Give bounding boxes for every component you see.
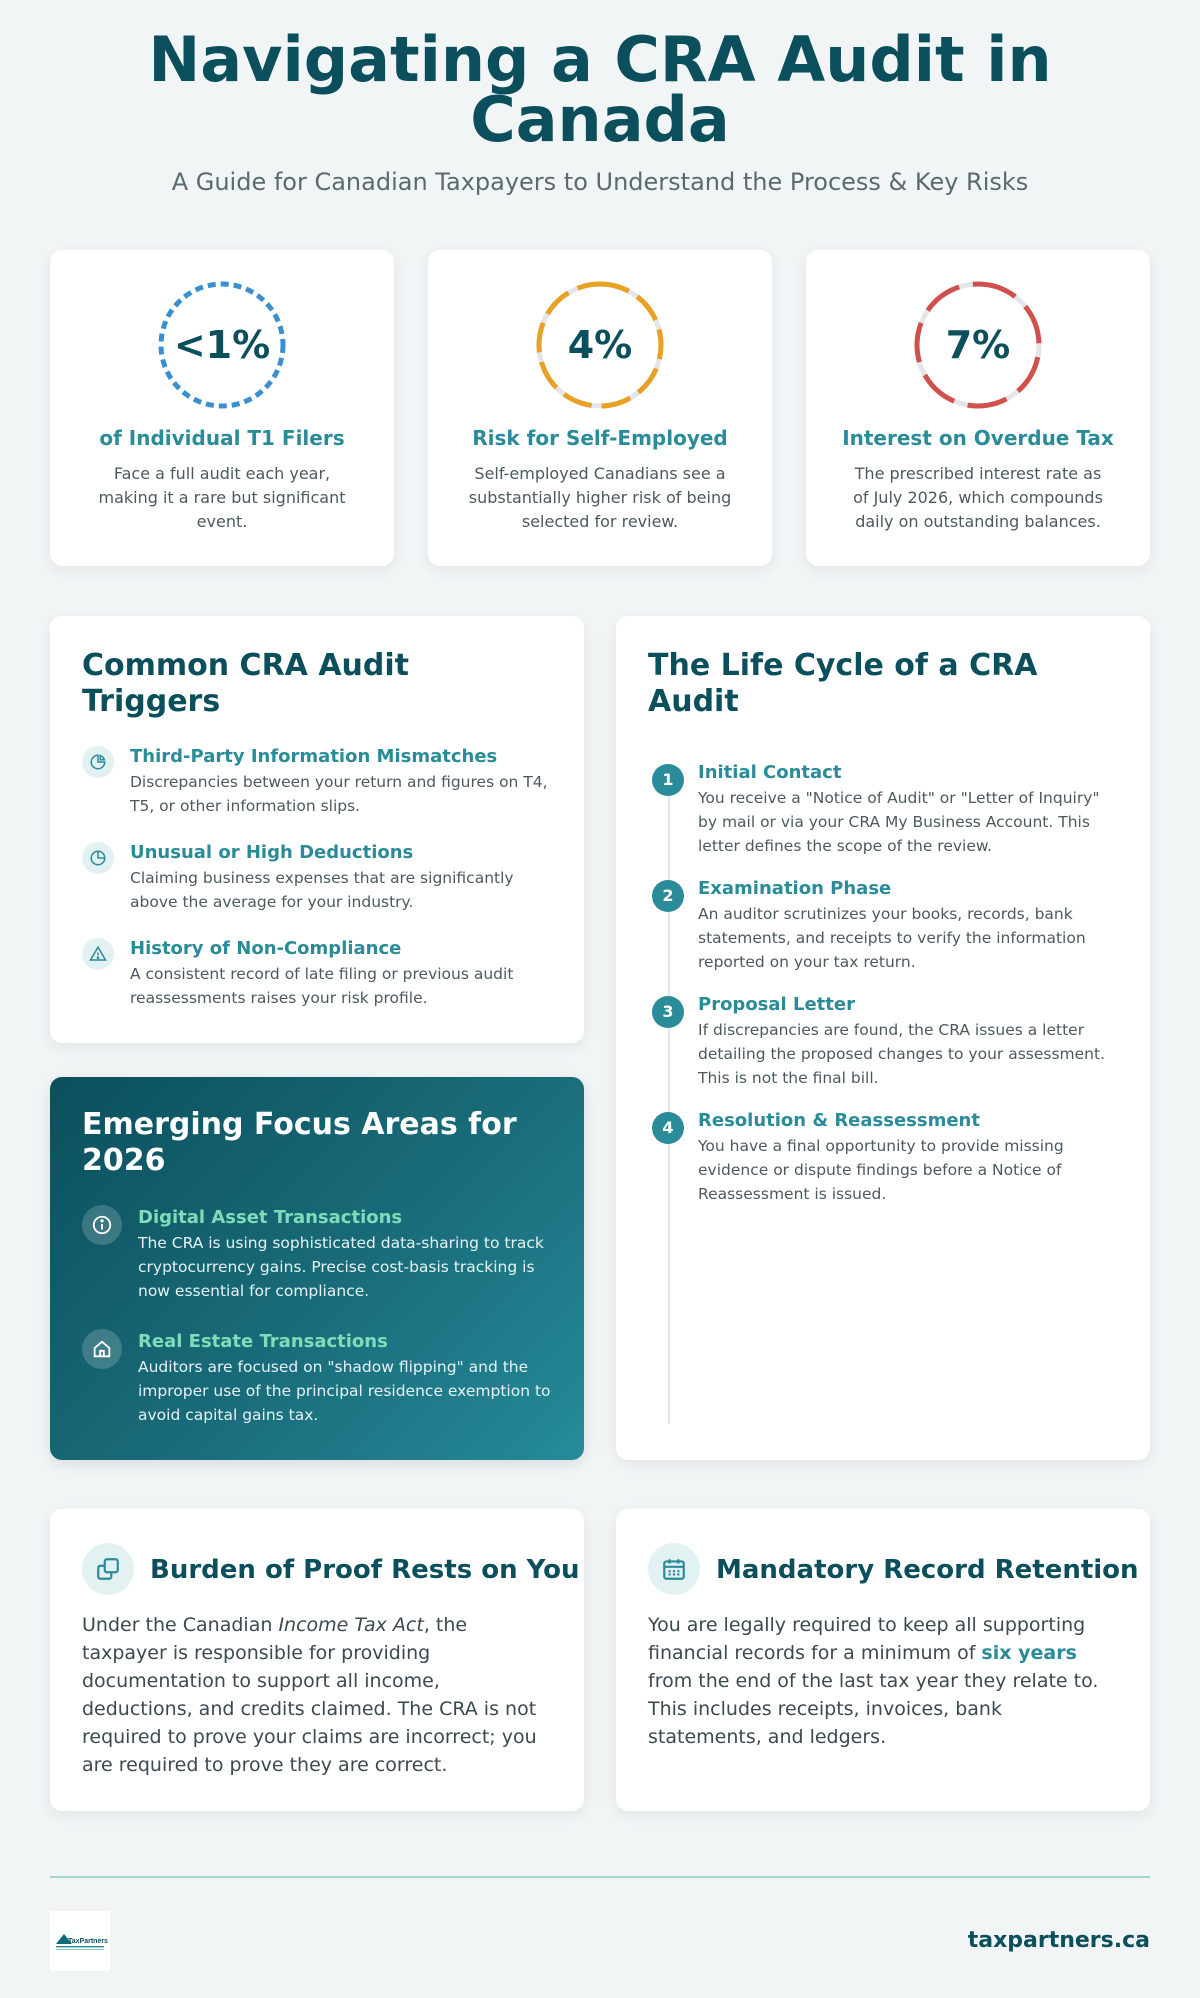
website-link[interactable]: taxpartners.ca bbox=[967, 1928, 1150, 1953]
info-icon bbox=[82, 1205, 122, 1245]
trigger-title: Third-Party Information Mismatches bbox=[130, 746, 498, 767]
stat-value: 4% bbox=[567, 323, 633, 367]
triggers-card bbox=[50, 616, 584, 1043]
stat-card-self-employed bbox=[428, 250, 772, 566]
step-title: Resolution & Reassessment bbox=[698, 1110, 980, 1131]
stat-value: 7% bbox=[945, 323, 1011, 367]
company-logo-mark bbox=[52, 1926, 108, 1956]
retention-body-text: You are legally required to keep all supporting financial records for a minimum of bbox=[648, 1614, 1086, 1664]
step-number: 3 bbox=[652, 996, 684, 1028]
logo-text: TaxPartners bbox=[68, 1938, 108, 1945]
step-description: An auditor scrutinizes your books, records, bank statements, and receipts to verify the information reported on your tax return. bbox=[698, 905, 1086, 971]
step-title: Initial Contact bbox=[698, 762, 842, 783]
page-subtitle: A Guide for Canadian Taxpayers to Understand the Process & Key Risks bbox=[171, 168, 1029, 196]
burden-body-text: , the taxpayer is responsible for providing documentation to support all income, deductions, and credits claimed. The CRA is not required to prove your claims are incorrect; you are required to prove they are correct. bbox=[82, 1614, 537, 1776]
focus-title: Digital Asset Transactions bbox=[138, 1207, 403, 1228]
trigger-title: History of Non-Compliance bbox=[130, 938, 402, 959]
stat-card-t1-filers bbox=[50, 250, 394, 566]
record-retention-card bbox=[616, 1509, 1150, 1811]
lifecycle-title: The Life Cycle of a CRA Audit bbox=[648, 648, 1038, 719]
stat-value: <1% bbox=[173, 323, 271, 367]
trigger-description: Claiming business expenses that are significantly above the average for your industry. bbox=[130, 869, 514, 911]
focus-title: Real Estate Transactions bbox=[138, 1331, 388, 1352]
footer-divider bbox=[50, 1876, 1150, 1878]
company-logo bbox=[50, 1911, 110, 1971]
step-title: Examination Phase bbox=[698, 878, 892, 899]
burden-body-text: Under the Canadian bbox=[82, 1614, 279, 1636]
step-description: If discrepancies are found, the CRA issues a letter detailing the proposed changes to your assessment. This is not the final bill. bbox=[698, 1021, 1105, 1087]
burden-of-proof-card bbox=[50, 1509, 584, 1811]
warning-icon bbox=[82, 938, 114, 970]
step-number: 4 bbox=[652, 1112, 684, 1144]
trigger-description: A consistent record of late filing or previous audit reassessments raises your risk profile. bbox=[130, 965, 514, 1007]
burden-body bbox=[82, 1611, 552, 1779]
page-title: Navigating a CRA Audit in Canada bbox=[148, 23, 1052, 156]
burden-act-name: Income Tax Act bbox=[278, 1614, 424, 1636]
stat-label: Interest on Overdue Tax bbox=[842, 426, 1114, 450]
step-title: Proposal Letter bbox=[698, 994, 855, 1015]
stat-label: of Individual T1 Filers bbox=[99, 426, 345, 450]
clock-chart-icon bbox=[82, 842, 114, 874]
pie-chart-icon bbox=[82, 746, 114, 778]
retention-body bbox=[648, 1611, 1118, 1751]
trigger-title: Unusual or High Deductions bbox=[130, 842, 414, 863]
emerging-title: Emerging Focus Areas for 2026 bbox=[82, 1107, 517, 1178]
stat-description: The prescribed interest rate as of July 2026, which compounds daily on outstanding balances. bbox=[853, 464, 1103, 531]
stat-label: Risk for Self-Employed bbox=[472, 426, 728, 450]
lifecycle-card bbox=[616, 616, 1150, 1460]
retention-title: Mandatory Record Retention bbox=[716, 1555, 1139, 1585]
step-number: 2 bbox=[652, 880, 684, 912]
calendar-icon bbox=[648, 1543, 700, 1595]
emerging-focus-card bbox=[50, 1077, 584, 1460]
stat-ring bbox=[157, 280, 287, 410]
retention-body-text: from the end of the last tax year they relate to. This includes receipts, invoices, bank statements, and ledgers. bbox=[648, 1670, 1099, 1748]
step-description: You receive a "Notice of Audit" or "Letter of Inquiry" by mail or via your CRA My Business Account. This letter defines the scope of the review. bbox=[698, 789, 1100, 855]
stat-card-interest bbox=[806, 250, 1150, 566]
focus-description: Auditors are focused on "shadow flipping" and the improper use of the principal residence exemption to avoid capital gains tax. bbox=[138, 1358, 551, 1424]
home-icon bbox=[82, 1329, 122, 1369]
triggers-title: Common CRA Audit Triggers bbox=[82, 648, 410, 719]
stat-ring bbox=[913, 280, 1043, 410]
copy-document-icon bbox=[82, 1543, 134, 1595]
step-description: You have a final opportunity to provide missing evidence or dispute findings before a Notice of Reassessment is issued. bbox=[698, 1137, 1064, 1203]
timeline-line bbox=[668, 764, 670, 1424]
trigger-description: Discrepancies between your return and figures on T4, T5, or other information slips. bbox=[130, 773, 548, 815]
retention-highlight: six years bbox=[981, 1642, 1077, 1664]
focus-description: The CRA is using sophisticated data-sharing to track cryptocurrency gains. Precise cost-basis tracking is now essential for compliance. bbox=[138, 1234, 544, 1300]
stat-description: Self-employed Canadians see a substantially higher risk of being selected for review. bbox=[468, 464, 732, 531]
stat-description: Face a full audit each year, making it a rare but significant event. bbox=[98, 464, 346, 531]
step-number: 1 bbox=[652, 764, 684, 796]
burden-title: Burden of Proof Rests on You bbox=[150, 1555, 580, 1585]
stat-ring bbox=[535, 280, 665, 410]
